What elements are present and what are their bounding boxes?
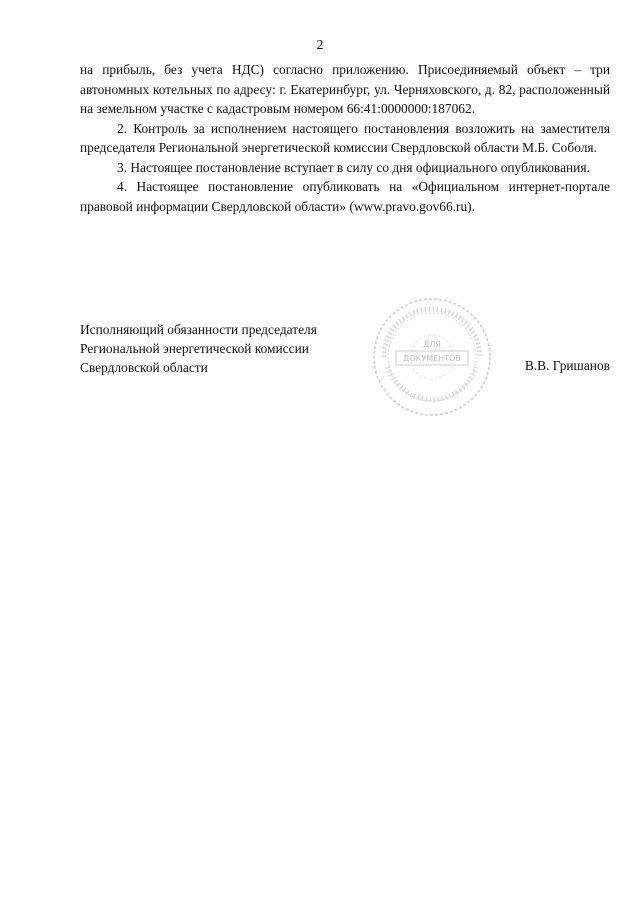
svg-text:ДЛЯ: ДЛЯ	[423, 340, 441, 349]
signer-name: В.В. Гришанов	[524, 358, 610, 373]
paragraph-item-3: 3. Настоящее постановление вступает в силу со дня официального опубликования.	[117, 159, 590, 175]
page-number: 2	[316, 38, 324, 53]
signer-title-line-1: Исполняющий обязанности председателя	[80, 322, 317, 337]
paragraph-item-4: 4. Настоящее постановление опубликовать на «Официальном интернет-портале правовой информации Свердловской области» (www.pravo.gov66.ru).	[80, 179, 610, 214]
signature-block	[80, 320, 317, 377]
seal-stamp-icon	[370, 295, 495, 420]
signer-title-line-3: Свердловской области	[80, 360, 208, 375]
document-body	[80, 60, 610, 216]
paragraph-continuation: на прибыль, без учета НДС) согласно приложению. Присоединяемый объект – три автономных котельных по адресу: г. Екатеринбург, ул. Черняховского, д. 82, расположенный на земельном участке с кадастровым номером 66:41:0000000:187062.	[80, 62, 610, 116]
signer-title-line-2: Региональной энергетической комиссии	[80, 341, 309, 356]
svg-text:ДОКУМЕНТОВ: ДОКУМЕНТОВ	[403, 354, 461, 363]
paragraph-item-2: 2. Контроль за исполнением настоящего постановления возложить на заместителя председателя Региональной энергетической комиссии Свердловской области М.Б. Соболя.	[80, 120, 610, 155]
